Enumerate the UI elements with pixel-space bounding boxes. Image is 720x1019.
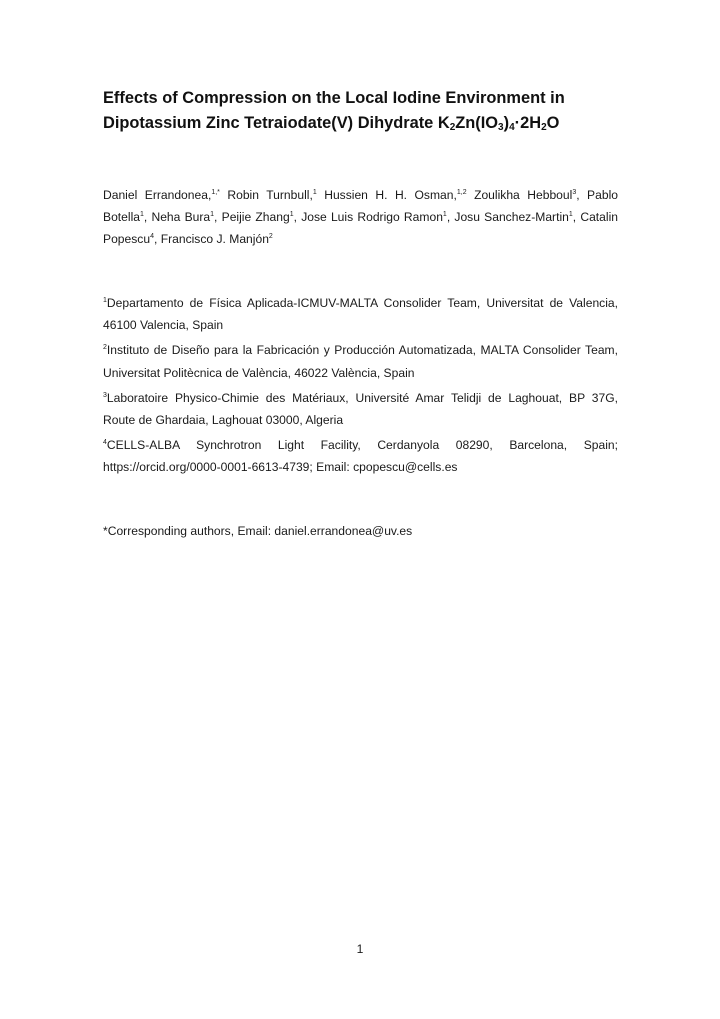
affiliation-item — [103, 292, 618, 336]
author-affiliation-mark: 4 — [150, 233, 154, 241]
paper-title — [103, 86, 623, 136]
author-name: Robin Turnbull, — [219, 188, 313, 202]
author-name: , Jose Luis Rodrigo Ramon — [293, 210, 443, 225]
affiliation-number: 3 — [103, 391, 107, 399]
author-name: , Pablo Botella — [103, 188, 618, 225]
page-number: 1 — [356, 942, 364, 956]
affiliation-text: CELLS-ALBA Synchrotron Light Facility, Cerdanyola 08290, Barcelona, Spain; https://orcid.org/0000-0001-6613-4739; Email: cpopescu@cells.es — [103, 438, 618, 475]
affiliation-number: 1 — [103, 297, 107, 304]
author-affiliation-mark: 1,2 — [456, 189, 467, 196]
title-subscript: 3 — [498, 122, 504, 133]
author-list — [103, 184, 618, 251]
author-name: , Catalin Popescu — [103, 210, 618, 247]
title-text: Dipotassium Zinc Tetraiodate(V) Dihydrate K — [103, 114, 450, 132]
corresponding-author-note: *Corresponding authors, Email: daniel.errandonea@uv.es — [103, 524, 413, 538]
title-text: ) — [503, 114, 510, 132]
author-name: Zoulikha Hebboul — [466, 188, 573, 202]
title-subscript: 4 — [509, 122, 515, 133]
affiliation-item — [103, 339, 618, 383]
author-affiliation-mark: 3 — [572, 189, 577, 196]
affiliation-text: Laboratoire Physico-Chimie des Matériaux, Université Amar Telidji de Laghouat, BP 37G, Route de Ghardaia, Laghouat 03000, Algeria — [103, 390, 618, 428]
author-name: Hussien H. H. Osman, — [316, 188, 457, 202]
title-line-2 — [103, 114, 559, 132]
author-name: , Peijie Zhang — [214, 210, 290, 225]
title-text: ·2H — [514, 114, 542, 132]
author-name: , Francisco J. Manjón — [153, 232, 269, 247]
author-affiliation-mark: 1 — [289, 211, 294, 219]
author-affiliation-mark: 1 — [210, 211, 215, 219]
author-affiliation-mark: 2 — [268, 233, 273, 241]
author-name: Daniel Errandonea, — [103, 188, 212, 202]
author-affiliation-mark: 1 — [139, 211, 144, 219]
author-name: , Neha Bura — [143, 210, 211, 225]
affiliation-text: Instituto de Diseño para la Fabricación y Producción Automatizada, MALTA Consolider Team, Universitat Politècnica de València, 46022 València, Spain — [103, 343, 618, 380]
title-text: Zn(IO — [455, 114, 499, 132]
affiliation-item — [103, 434, 618, 478]
title-subscript: 2 — [449, 122, 456, 133]
title-subscript: 2 — [541, 122, 547, 133]
author-affiliation-mark: 1 — [312, 189, 317, 196]
affiliation-number: 2 — [103, 344, 107, 352]
affiliation-text: Departamento de Física Aplicada-ICMUV-MALTA Consolider Team, Universitat de Valencia, 46100 Valencia, Spain — [103, 296, 618, 333]
affiliation-list — [103, 292, 618, 482]
title-line-1: Effects of Compression on the Local Iodine Environment in — [103, 89, 565, 107]
author-name: , Josu Sanchez-Martin — [446, 210, 569, 225]
title-text: O — [546, 114, 560, 132]
affiliation-number: 4 — [103, 439, 107, 447]
author-affiliation-mark: 1,* — [211, 189, 220, 196]
affiliation-item — [103, 387, 618, 431]
author-affiliation-mark: 1 — [442, 211, 447, 219]
author-affiliation-mark: 1 — [568, 211, 573, 219]
